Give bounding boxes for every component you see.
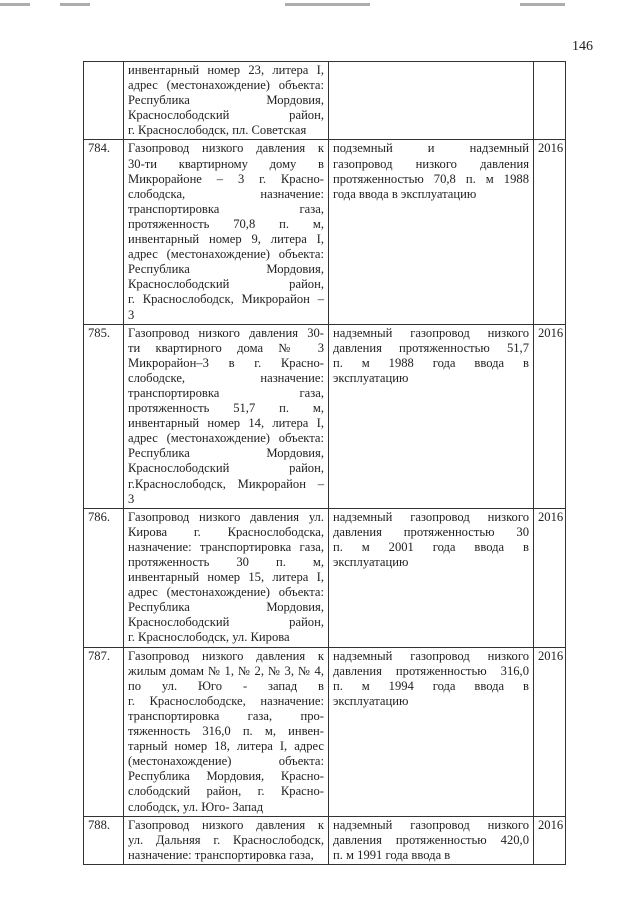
- object-name-line: г.Краснослободск, Микрорайон –: [128, 476, 324, 491]
- object-name-cell: [124, 816, 329, 864]
- table-row: [84, 62, 566, 140]
- object-description-line: давления протяженностью 420,0: [333, 832, 529, 847]
- object-name-line: адрес (местонахождение) объекта:: [128, 78, 324, 93]
- object-name-cell: [124, 324, 329, 508]
- object-name-line: Республика Мордовия,: [128, 262, 324, 277]
- table-row: [84, 140, 566, 324]
- object-name-line: г. Краснослободск, Микрорайон –: [128, 292, 324, 307]
- object-description-cell: [329, 140, 534, 324]
- object-description-line: газопровод низкого давления: [333, 156, 529, 171]
- object-name-line: Республика Мордовия, Красно-: [128, 769, 324, 784]
- row-number: 788.: [84, 816, 124, 864]
- object-description-line: п. м 1988 года ввода в: [333, 355, 529, 370]
- object-name-line: протяженность 70,8 п. м,: [128, 216, 324, 231]
- object-description-line: п. м 2001 года ввода в: [333, 539, 529, 554]
- object-name-line: тяженность 316,0 п. м, инвен-: [128, 724, 324, 739]
- object-description-line: эксплуатацию: [333, 555, 409, 569]
- object-description-cell: [329, 647, 534, 816]
- registration-year: [534, 62, 566, 140]
- object-name-line: слободский район, г. Красно-: [128, 784, 324, 799]
- object-name-line: назначение: транспортировка газа,: [128, 847, 314, 862]
- object-name-line: Республика Мордовия,: [128, 93, 324, 108]
- object-description-line: надземный газопровод низкого: [333, 325, 529, 340]
- object-name-line: ул. Дальняя г. Краснослободск,: [128, 832, 324, 847]
- object-name-line: адрес (местонахождение) объекта:: [128, 431, 324, 446]
- object-name-line: слободске, назначение:: [128, 370, 324, 385]
- object-name-line: по ул. Юго - запад в: [128, 678, 324, 693]
- object-description-line: п. м 1991 года ввода в: [333, 847, 451, 862]
- registration-year: 2016: [534, 816, 566, 864]
- object-description-cell: [329, 324, 534, 508]
- row-number: 786.: [84, 508, 124, 647]
- table-row: [84, 647, 566, 816]
- object-name-line: Газопровод низкого давления к: [128, 817, 324, 832]
- registry-body: [84, 62, 566, 865]
- object-name-line: Кирова г. Краснослободска,: [128, 524, 324, 539]
- object-name-line: Республика Мордовия,: [128, 446, 324, 461]
- object-name-line: Республика Мордовия,: [128, 600, 324, 615]
- object-description-line: надземный газопровод низкого: [333, 817, 529, 832]
- table-row: [84, 324, 566, 508]
- object-name-line: жилым домам № 1, № 2, № 3, № 4,: [128, 663, 324, 678]
- row-number: [84, 62, 124, 140]
- object-name-line: транспортировка газа,: [128, 201, 324, 216]
- object-name-line: протяженность 51,7 п. м,: [128, 401, 324, 416]
- object-description-line: подземный и надземный: [333, 141, 529, 156]
- object-name-line: Микрорайон–3 в г. Красно-: [128, 355, 324, 370]
- object-description-line: протяженностью 70,8 п. м 1988: [333, 171, 529, 186]
- object-name-line: транспортировка газа, про-: [128, 708, 324, 723]
- scan-artifact: [0, 3, 30, 6]
- object-name-cell: [124, 508, 329, 647]
- object-name-line: г. Краснослободске, назначение:: [128, 693, 324, 708]
- scan-artifact: [285, 3, 370, 6]
- object-description-line: эксплуатацию: [333, 693, 409, 708]
- object-description-cell: [329, 816, 534, 864]
- object-name-line: слободска, назначение:: [128, 186, 324, 201]
- registration-year: 2016: [534, 647, 566, 816]
- object-description-line: года ввода в эксплуатацию: [333, 186, 477, 201]
- object-name-line: 3: [128, 307, 135, 322]
- scan-artifact: [60, 3, 90, 6]
- row-number: 785.: [84, 324, 124, 508]
- row-number: 784.: [84, 140, 124, 324]
- scan-artifact: [520, 3, 565, 6]
- object-description-line: п. м 1994 года ввода в: [333, 678, 529, 693]
- object-name-line: Микрорайоне – 3 г. Красно-: [128, 171, 324, 186]
- object-name-line: назначение: транспортировка газа,: [128, 539, 324, 554]
- object-name-cell: [124, 62, 329, 140]
- object-name-line: инвентарный номер 15, литера I,: [128, 570, 324, 585]
- object-name-cell: [124, 140, 329, 324]
- object-name-line: инвентарный номер 14, литера I,: [128, 416, 324, 431]
- object-description-line: надземный газопровод низкого: [333, 648, 529, 663]
- table-row: [84, 508, 566, 647]
- object-name-line: протяженность 30 п. м,: [128, 555, 324, 569]
- object-name-line: Краснослободский район,: [128, 277, 324, 292]
- registration-year: 2016: [534, 324, 566, 508]
- page-number: 146: [572, 39, 593, 54]
- object-name-line: Газопровод низкого давления к: [128, 648, 324, 663]
- registration-year: 2016: [534, 140, 566, 324]
- object-name-cell: [124, 647, 329, 816]
- object-name-line: 3: [128, 491, 135, 506]
- table-row: [84, 816, 566, 864]
- object-name-line: Газопровод низкого давления ул.: [128, 509, 324, 524]
- object-description-line: давления протяженностью 30: [333, 524, 529, 539]
- object-name-line: инвентарный номер 9, литера I,: [128, 232, 324, 247]
- registry-table: [83, 61, 566, 865]
- object-name-line: Краснослободский район,: [128, 108, 324, 123]
- object-description-line: давления протяженностью 51,7: [333, 340, 529, 355]
- object-name-line: ти квартирного дома № 3: [128, 340, 324, 355]
- registration-year: 2016: [534, 508, 566, 647]
- object-description-line: эксплуатацию: [333, 370, 409, 385]
- object-description-cell: [329, 62, 534, 140]
- object-name-line: слободск, ул. Юго- Запад: [128, 799, 264, 814]
- object-name-line: Газопровод низкого давления 30-: [128, 325, 324, 340]
- object-name-line: адрес (местонахождение) объекта:: [128, 247, 324, 262]
- object-name-line: г. Краснослободск, пл. Советская: [128, 123, 307, 138]
- object-name-line: транспортировка газа,: [128, 385, 324, 400]
- object-name-line: Краснослободский район,: [128, 615, 324, 630]
- object-description-line: надземный газопровод низкого: [333, 509, 529, 524]
- object-name-line: Газопровод низкого давления к: [128, 141, 324, 156]
- object-description-line: давления протяженностью 316,0: [333, 663, 529, 678]
- object-name-line: тарный номер 18, литера I, адрес: [128, 739, 324, 754]
- object-name-line: 30-ти квартирному дому в: [128, 156, 324, 171]
- object-name-line: инвентарный номер 23, литера I,: [128, 63, 324, 77]
- row-number: 787.: [84, 647, 124, 816]
- object-name-line: (местонахождение) объекта:: [128, 754, 324, 769]
- object-name-line: адрес (местонахождение) объекта:: [128, 585, 324, 600]
- object-name-line: г. Краснослободск, ул. Кирова: [128, 630, 290, 645]
- object-description-cell: [329, 508, 534, 647]
- object-name-line: Краснослободский район,: [128, 461, 324, 476]
